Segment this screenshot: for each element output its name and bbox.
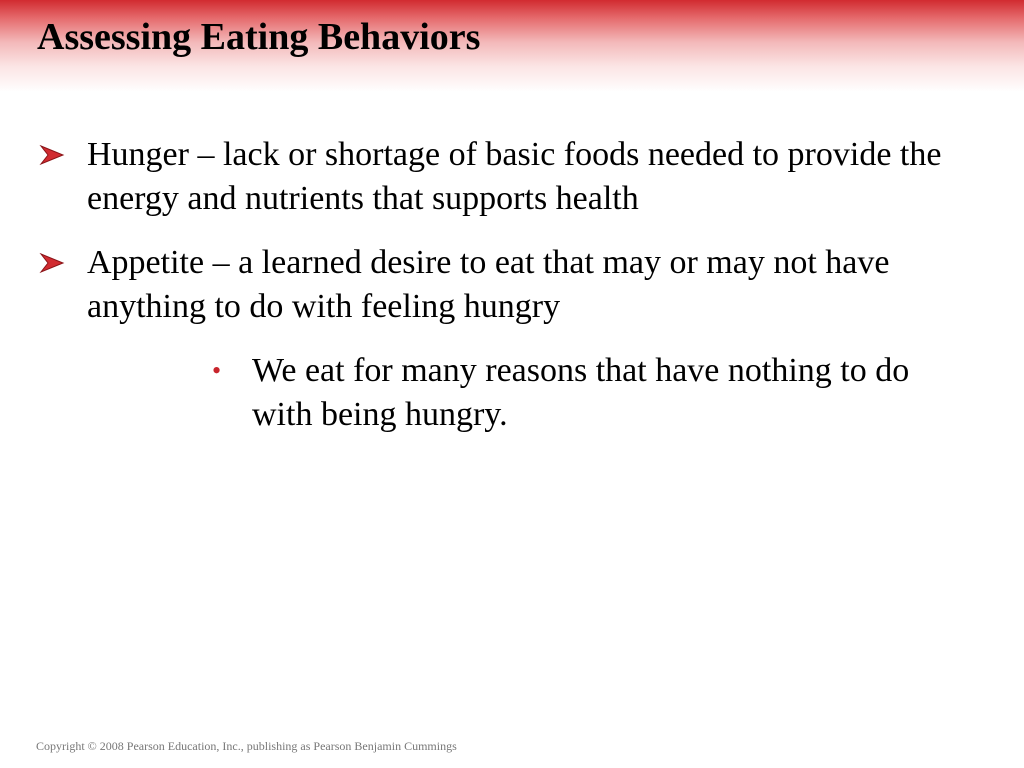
arrow-bullet-icon — [39, 144, 65, 166]
bullet-text: Appetite – a learned desire to eat that may or may not have anything to do with feeling hungry — [87, 244, 890, 325]
slide-title: Assessing Eating Behaviors — [37, 16, 481, 58]
sub-bullet-item — [87, 349, 984, 437]
bullet-item-hunger — [0, 133, 1024, 221]
arrow-bullet-icon — [39, 252, 65, 274]
bullet-text: Hunger – lack or shortage of basic foods needed to provide the energy and nutrients that supports health — [87, 136, 942, 217]
dot-bullet-icon: • — [212, 356, 222, 385]
copyright-footer: Copyright © 2008 Pearson Education, Inc., publishing as Pearson Benjamin Cummings — [36, 739, 457, 753]
bullet-item-appetite — [0, 241, 1024, 437]
bullet-list — [0, 133, 1024, 457]
sub-bullet-text: We eat for many reasons that have nothing to do with being hungry. — [252, 352, 910, 433]
